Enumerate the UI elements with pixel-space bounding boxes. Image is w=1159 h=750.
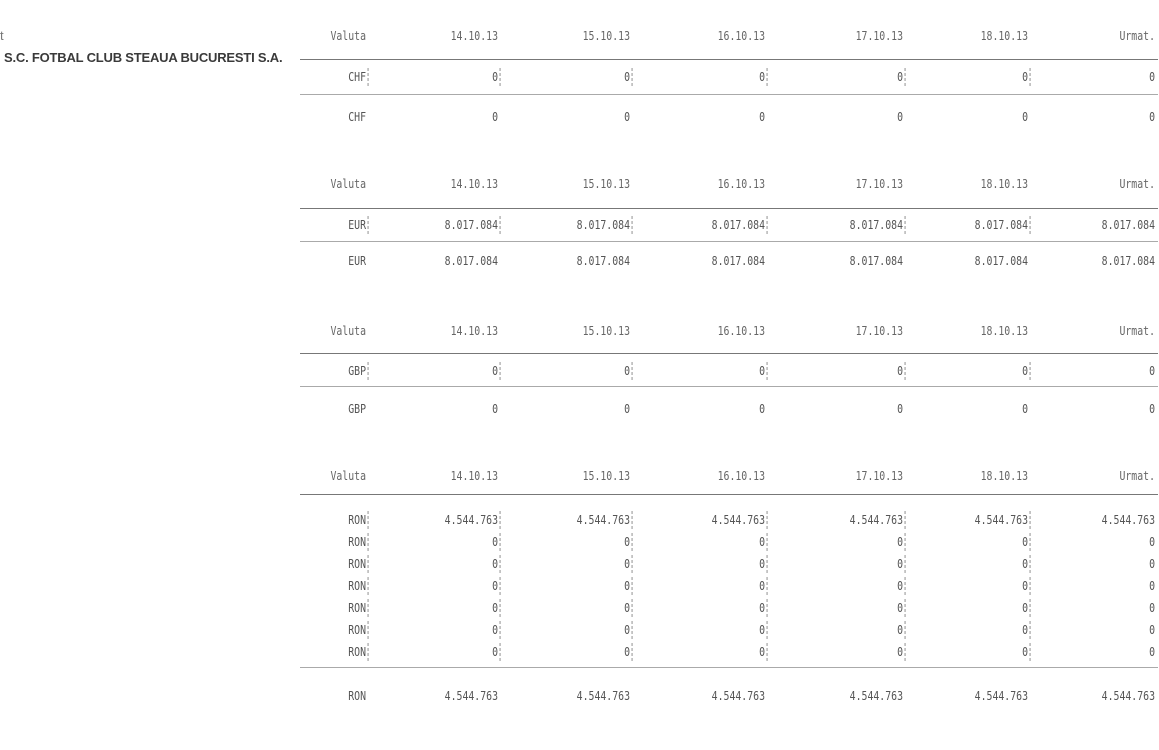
row-value: 0: [931, 530, 1028, 554]
row-value: 0: [931, 618, 1028, 642]
table-row: [0, 213, 1159, 237]
total-row: [0, 397, 1159, 421]
table-row: [0, 359, 1159, 383]
total-row: [0, 684, 1159, 708]
header-date: 17.10.13: [855, 469, 903, 483]
row-value: 0: [532, 552, 630, 576]
row-value: 4.544.763: [663, 508, 766, 532]
divider: [300, 208, 1158, 209]
total-currency: EUR: [348, 254, 366, 268]
total-row: [0, 105, 1159, 129]
row-value: 0: [798, 530, 903, 554]
row-value: 0: [663, 618, 766, 642]
row-value: 0: [1149, 601, 1155, 615]
total-value: 8.017.084: [444, 254, 498, 268]
header-date: 15.10.13: [582, 177, 630, 191]
total-value: 8.017.084: [576, 254, 630, 268]
column-header-row: [0, 172, 1159, 196]
divider: [300, 494, 1158, 495]
row-currency: CHF: [312, 65, 366, 89]
total-value: 0: [492, 110, 498, 124]
row-value: 8.017.084: [798, 213, 903, 237]
row-value: 0: [532, 530, 630, 554]
header-currency: Valuta: [330, 29, 366, 43]
header-date: 18.10.13: [980, 469, 1028, 483]
header-date: 16.10.13: [717, 324, 765, 338]
row-value: 4.544.763: [798, 508, 903, 532]
header-date: 16.10.13: [717, 177, 765, 191]
row-value: 4.544.763: [401, 508, 498, 532]
header-currency: Valuta: [330, 469, 366, 483]
total-value: 4.544.763: [444, 689, 498, 703]
row-value: 0: [663, 359, 766, 383]
total-value: 0: [759, 402, 765, 416]
row-value: 0: [401, 640, 498, 664]
row-value: 0: [401, 552, 498, 576]
total-value: 4.544.763: [711, 689, 765, 703]
row-value: 0: [663, 640, 766, 664]
header-date: 17.10.13: [855, 29, 903, 43]
row-value: 0: [798, 552, 903, 576]
row-value: 8.017.084: [532, 213, 630, 237]
table-row: [0, 574, 1159, 598]
row-value: 0: [532, 359, 630, 383]
row-value: 0: [401, 574, 498, 598]
divider: [300, 94, 1158, 95]
header-date: 15.10.13: [582, 324, 630, 338]
total-value: 0: [897, 110, 903, 124]
row-currency: RON: [312, 640, 366, 664]
row-currency: RON: [312, 574, 366, 598]
row-value: 0: [401, 359, 498, 383]
row-value: 0: [931, 640, 1028, 664]
total-value: 0: [1022, 110, 1028, 124]
total-value: 0: [624, 110, 630, 124]
header-currency: Valuta: [330, 324, 366, 338]
table-row: [0, 618, 1159, 642]
corner-mark: t: [0, 28, 4, 43]
row-value: 0: [1149, 623, 1155, 637]
divider: [300, 59, 1158, 60]
row-value: 0: [663, 596, 766, 620]
header-date: 18.10.13: [980, 29, 1028, 43]
header-date: 14.10.13: [450, 177, 498, 191]
total-value: 8.017.084: [974, 254, 1028, 268]
header-date: 14.10.13: [450, 469, 498, 483]
total-value: 4.544.763: [1101, 689, 1155, 703]
row-value: 0: [1149, 535, 1155, 549]
row-currency: RON: [312, 530, 366, 554]
table-row: [0, 552, 1159, 576]
row-value: 0: [532, 618, 630, 642]
row-value: 0: [1149, 645, 1155, 659]
divider: [300, 667, 1158, 668]
total-currency: CHF: [348, 110, 366, 124]
row-currency: RON: [312, 596, 366, 620]
header-date: 17.10.13: [855, 324, 903, 338]
row-value: 0: [798, 640, 903, 664]
row-value: 0: [931, 359, 1028, 383]
total-row: [0, 249, 1159, 273]
row-value: 0: [1149, 364, 1155, 378]
divider: [300, 353, 1158, 354]
total-value: 0: [1149, 402, 1155, 416]
total-value: 0: [492, 402, 498, 416]
row-value: 8.017.084: [931, 213, 1028, 237]
header-date: 15.10.13: [582, 29, 630, 43]
header-date: 14.10.13: [450, 324, 498, 338]
row-value: 0: [663, 65, 766, 89]
row-value: 0: [532, 596, 630, 620]
table-row: [0, 65, 1159, 89]
row-value: 8.017.084: [663, 213, 766, 237]
header-next: Urmat.: [1119, 469, 1155, 483]
row-value: 0: [663, 552, 766, 576]
row-value: 0: [401, 65, 498, 89]
header-date: 16.10.13: [717, 469, 765, 483]
total-value: 0: [897, 402, 903, 416]
header-date: 16.10.13: [717, 29, 765, 43]
row-value: 0: [401, 530, 498, 554]
row-value: 0: [532, 65, 630, 89]
row-currency: RON: [312, 552, 366, 576]
company-name: S.C. FOTBAL CLUB STEAUA BUCURESTI S.A.: [4, 50, 283, 65]
row-value: 0: [931, 574, 1028, 598]
header-date: 18.10.13: [980, 177, 1028, 191]
total-value: 0: [1149, 110, 1155, 124]
row-value: 0: [931, 65, 1028, 89]
total-value: 8.017.084: [711, 254, 765, 268]
row-value: 4.544.763: [931, 508, 1028, 532]
column-header-row: [0, 319, 1159, 343]
row-value: 0: [798, 574, 903, 598]
total-value: 0: [1022, 402, 1028, 416]
total-value: 4.544.763: [974, 689, 1028, 703]
row-value: 0: [663, 530, 766, 554]
row-value: 0: [1149, 70, 1155, 84]
total-currency: RON: [348, 689, 366, 703]
header-next: Urmat.: [1119, 177, 1155, 191]
total-value: 0: [624, 402, 630, 416]
row-value: 0: [798, 359, 903, 383]
header-date: 17.10.13: [855, 177, 903, 191]
row-currency: GBP: [312, 359, 366, 383]
row-value: 8.017.084: [1101, 218, 1155, 232]
header-next: Urmat.: [1119, 324, 1155, 338]
row-value: 4.544.763: [532, 508, 630, 532]
column-header-row: [0, 464, 1159, 488]
header-date: 18.10.13: [980, 324, 1028, 338]
row-currency: EUR: [312, 213, 366, 237]
row-value: 0: [1149, 579, 1155, 593]
table-row: [0, 508, 1159, 532]
row-value: 0: [532, 640, 630, 664]
total-value: 4.544.763: [576, 689, 630, 703]
row-value: 4.544.763: [1101, 513, 1155, 527]
row-currency: RON: [312, 618, 366, 642]
total-value: 8.017.084: [849, 254, 903, 268]
header-next: Urmat.: [1119, 29, 1155, 43]
row-value: 0: [931, 552, 1028, 576]
row-value: 0: [401, 596, 498, 620]
header-date: 14.10.13: [450, 29, 498, 43]
row-value: 0: [532, 574, 630, 598]
table-row: [0, 640, 1159, 664]
total-value: 4.544.763: [849, 689, 903, 703]
row-currency: RON: [312, 508, 366, 532]
table-row: [0, 596, 1159, 620]
divider: [300, 241, 1158, 242]
header-date: 15.10.13: [582, 469, 630, 483]
row-value: 0: [401, 618, 498, 642]
row-value: 8.017.084: [401, 213, 498, 237]
row-value: 0: [663, 574, 766, 598]
column-header-row: [0, 24, 1159, 48]
total-value: 0: [759, 110, 765, 124]
row-value: 0: [798, 65, 903, 89]
row-value: 0: [1149, 557, 1155, 571]
total-value: 8.017.084: [1101, 254, 1155, 268]
header-currency: Valuta: [330, 177, 366, 191]
table-row: [0, 530, 1159, 554]
row-value: 0: [798, 596, 903, 620]
row-value: 0: [798, 618, 903, 642]
row-value: 0: [931, 596, 1028, 620]
total-currency: GBP: [348, 402, 366, 416]
divider: [300, 386, 1158, 387]
